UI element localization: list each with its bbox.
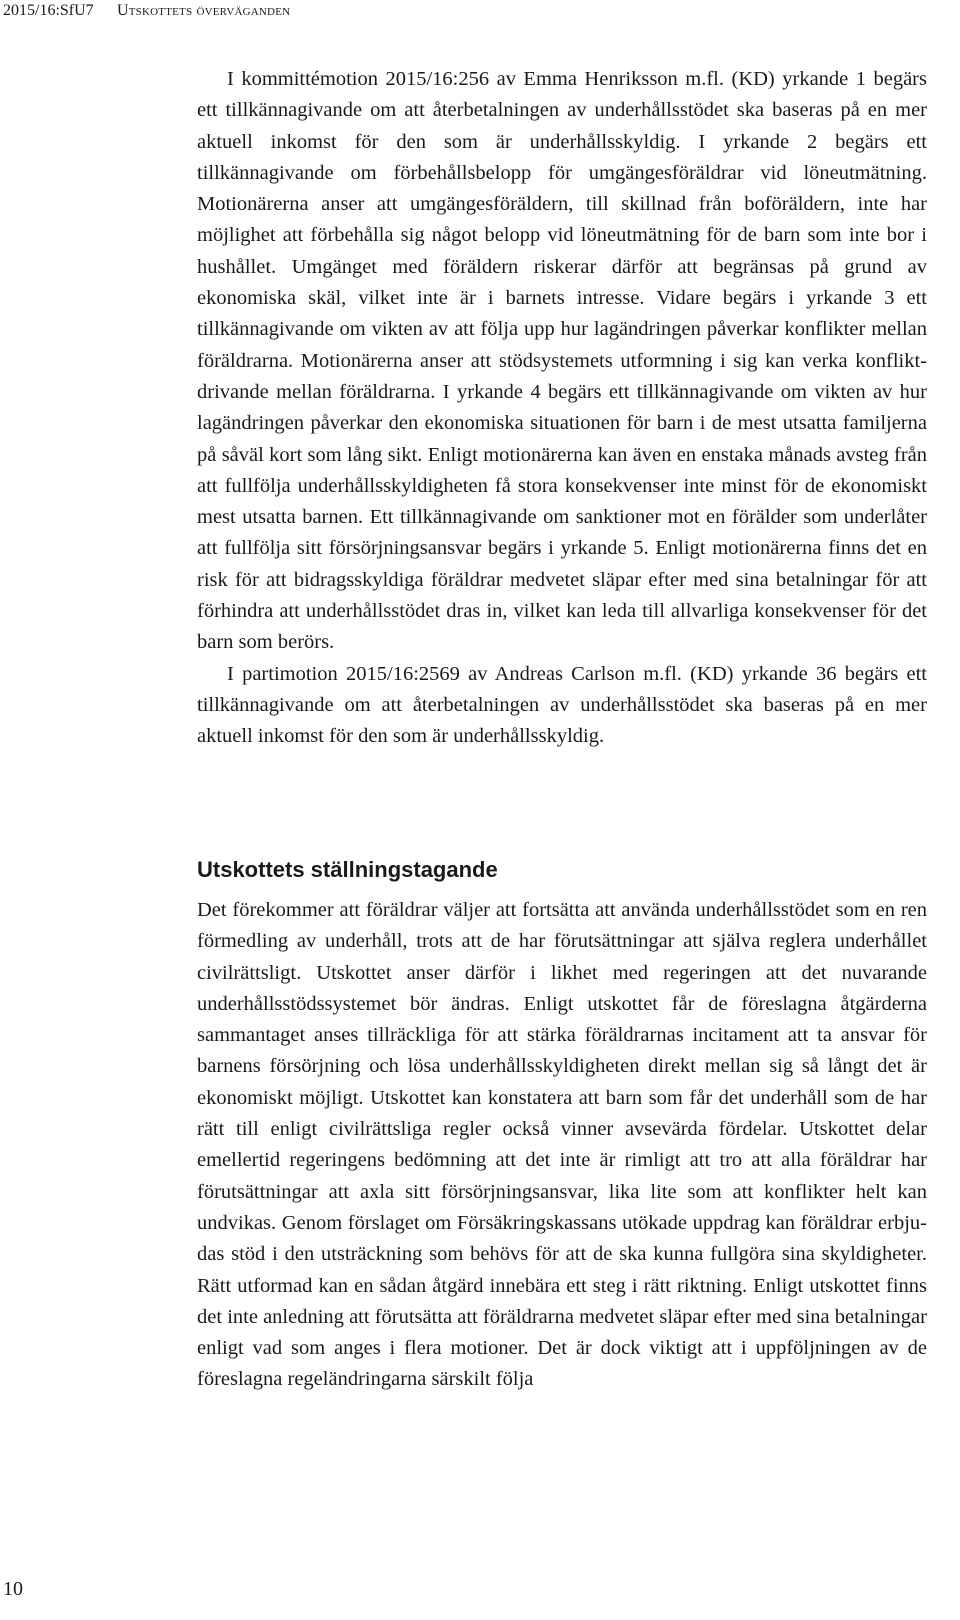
motions-text xyxy=(197,64,927,753)
page-header xyxy=(0,0,960,30)
section-heading: Utskottets ställningstagande xyxy=(197,857,498,882)
motion-paragraph-party: I partimotion 2015/16:2569 av Andreas Carlson m.fl. (KD) yrkande 36 begärs ett tillkännagivande om att återbetalningen av underhållsstödet ska baseras på en mer aktuell inkomst för den som är underhållsskyldig. xyxy=(197,662,927,748)
section-body-paragraph: Det förekommer att föräldrar väljer att fortsätta att använda underhållsstödet som en ren förmedling av underhåll, trots att de har förutsättningar att själva reglera underhållet civilrättsligt. Utskottet anser därför i likhet med regeringen att det nuvarande underhållsstödssystemet bör ändras. Enligt utskottet får de föreslagna åtgärderna sammantaget anses tillräckliga för att stärka föräldrarnas incitament att ta ansvar för barnens försörjning och lösa underhållsskyldigheten direkt mellan sig så långt det är ekonomiskt möjligt. Utskottet kan konstatera att barn som får det underhåll som de har rätt till enligt civilrättsliga regler också vinner avsevärda fördelar. Utskottet delar emellertid regeringens bedömning att det inte är rimligt att tro att alla föräldrar har förutsättningar att axla sitt försörjningsansvar, lika lite som att konflikter helt kan undvikas. Genom förslaget om Försäkringskassans utökade uppdrag kan föräldrar erbjudas stöd i den utsträckning som behövs för att de ska kunna fullgöra sina skyldigheter. Rätt utformad kan en sådan åtgärd innebära ett steg i rätt riktning. Enligt utskottet finns det inte anledning att förutsätta att föräldrarna medvetet släpar efter med sina betalningar enligt vad som anges i flera motioner. Det är dock viktigt att i uppföljningen av de föreslagna regeländringarna särskilt följa xyxy=(197,899,927,1391)
page-number: 10 xyxy=(3,1578,23,1600)
running-section-title: Utskottets överväganden xyxy=(117,2,291,19)
motion-paragraph-committee: I kommittémotion 2015/16:256 av Emma Henriksson m.fl. (KD) yrkande 1 begärs ett tillkännagivande om att återbetalningen av underhållsstödet ska baseras på en mer aktuell inkomst för den som är underhållsskyldig. I yrkande 2 begärs ett tillkännagivande om förbehållsbelopp för umgängesföräldrar vid löneutmätning. Motionärerna anser att umgängesföräldern, till skillnad från boföräldern, inte har möjlighet att förbehålla sig något belopp vid löneutmätning för de barn som inte bor i hushållet. Umgänget med föräldern riskerar därför att begränsas på grund av ekonomiska skäl, vilket inte är i barnets intresse. Vidare begärs i yrkande 3 ett tillkännagivande om vikten av att följa upp hur lagändringen påverkar konflikter mellan föräldrarna. Motionärerna anser att stödsystemets utformning i sig kan verka konfliktdrivande mellan föräldrarna. I yrkande 4 begärs ett tillkännagivande om vikten av hur lagändringen påverkar den ekonomiska situationen för barn i de mest utsatta familjerna på såväl kort som lång sikt. Enligt motionärerna kan även en enstaka månads avsteg från att fullfölja underhållsskyldigheten få stora konsekvenser inte minst för de ekonomiskt mest utsatta barnen. Ett tillkännagivande om sanktioner mot en förälder som underlåter att fullfölja sitt försörjningsansvar begärs i yrkande 5. Enligt motionärerna finns det en risk för att bidragsskyldiga föräldrar medvetet släpar efter med sina betalningar för att förhindra att underhållsstödet dras in, vilket kan leda till allvarliga konsekvenser för det barn som berörs. xyxy=(197,68,927,654)
document-reference: 2015/16:SfU7 xyxy=(3,2,94,19)
